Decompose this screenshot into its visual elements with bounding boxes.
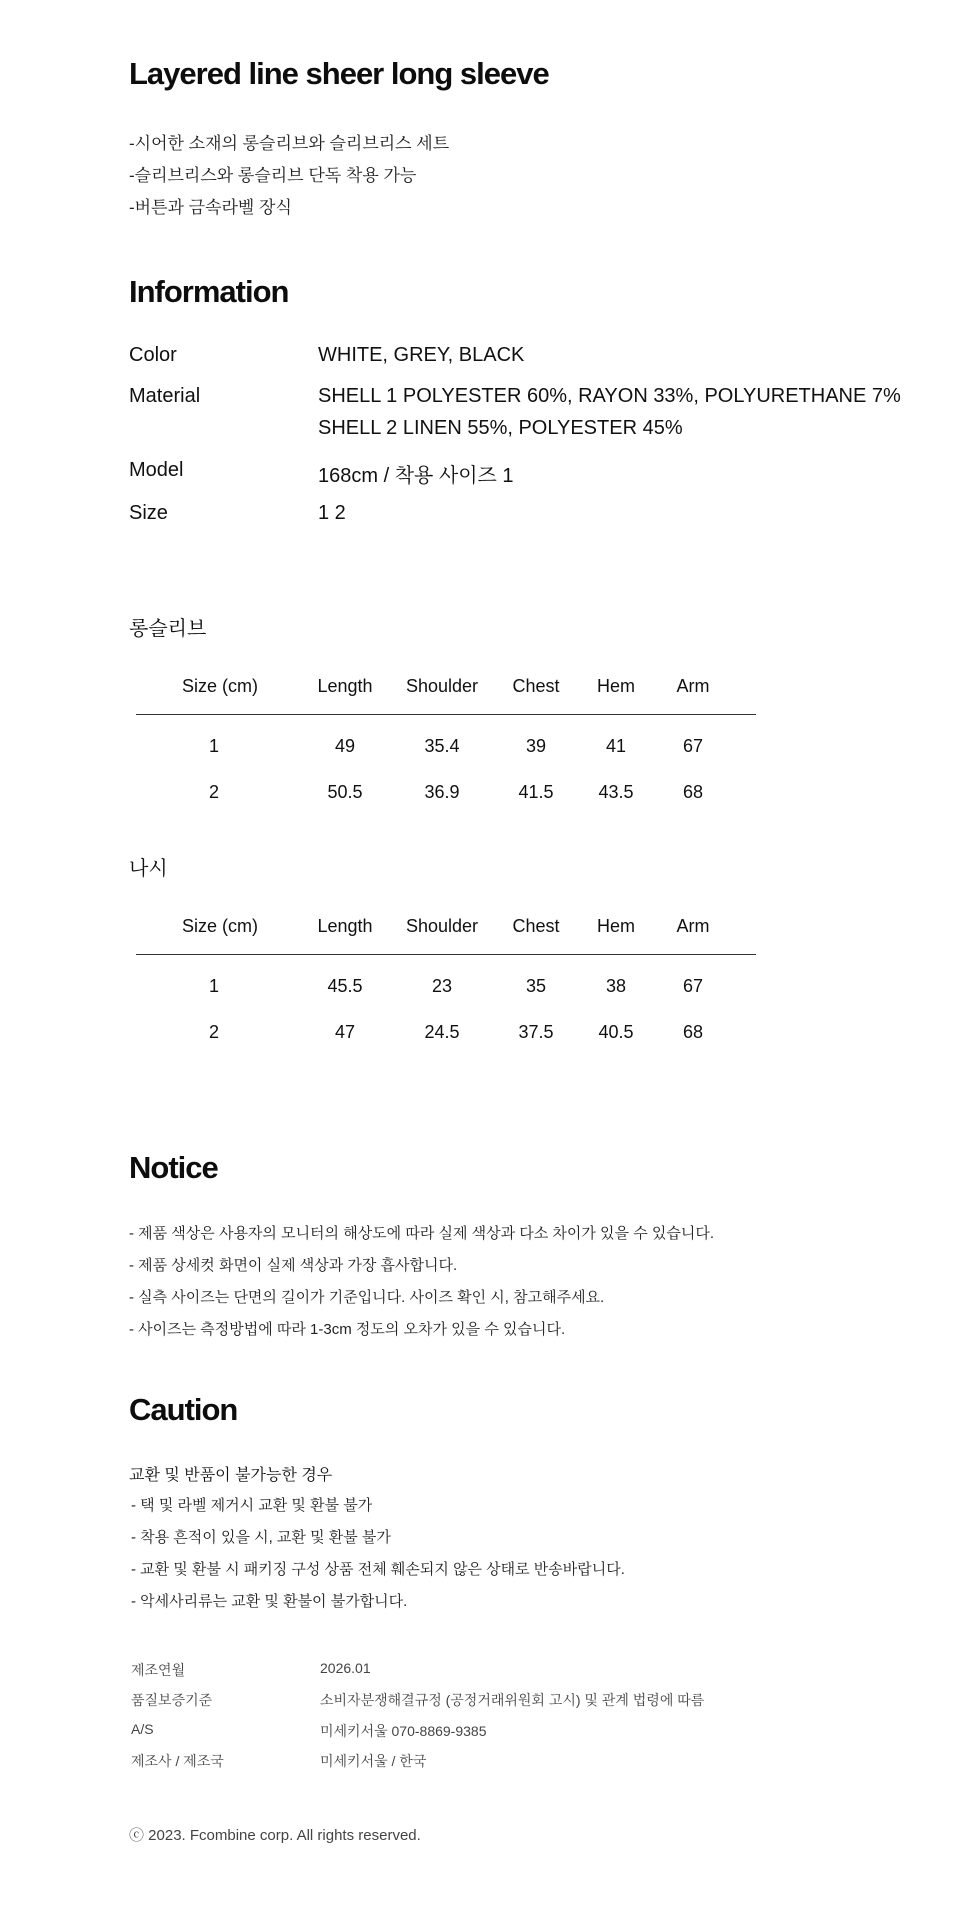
caution-heading: Caution (129, 1392, 238, 1427)
header-divider (136, 714, 756, 715)
meta-label-quality-standard: 품질보증기준 (131, 1692, 213, 1708)
column-header: Shoulder (405, 676, 479, 696)
info-value-material-shell1: SHELL 1 POLYESTER 60%, RAYON 33%, POLYURETHANE 7% (318, 385, 901, 407)
table-cell: 47 (334, 1022, 356, 1042)
info-label-material: Material (129, 385, 201, 407)
column-header: Length (317, 676, 373, 696)
column-header: Length (317, 916, 373, 936)
table-cell: 49 (334, 736, 356, 756)
table-cell: 1 (208, 736, 219, 756)
table-row (136, 782, 756, 828)
description-line: -시어한 소재의 롱슬리브와 슬리브리스 세트 (129, 134, 450, 153)
meta-value-manufacturer: 미세키서울 / 한국 (320, 1753, 427, 1769)
meta-value-quality-standard: 소비자분쟁해결규정 (공정거래위원회 고시) 및 관계 법령에 따름 (320, 1692, 705, 1708)
info-label-model: Model (129, 459, 184, 481)
size-table (136, 916, 756, 1068)
column-header: Chest (512, 676, 560, 696)
notice-line: - 사이즈는 측정방법에 따라 1-3cm 정도의 오차가 있을 수 있습니다. (129, 1321, 566, 1338)
product-title: Layered line sheer long sleeve (129, 56, 549, 91)
table-cell: 41.5 (518, 782, 554, 802)
table-cell: 2 (208, 782, 219, 802)
size-table-header (136, 916, 756, 962)
table-cell: 43.5 (598, 782, 634, 802)
description-line: -슬리브리스와 롱슬리브 단독 착용 가능 (129, 166, 417, 185)
column-header: Hem (596, 676, 635, 696)
column-header: Hem (596, 916, 635, 936)
info-label-size: Size (129, 502, 168, 524)
copyright: ⓒ 2023. Fcombine corp. All rights reserved. (129, 1827, 421, 1844)
size-table (136, 676, 756, 828)
column-header: Size (cm) (182, 916, 258, 936)
table-cell: 24.5 (424, 1022, 460, 1042)
column-header: Size (cm) (182, 676, 258, 696)
table-cell: 67 (682, 976, 704, 996)
info-value-size: 1 2 (318, 502, 346, 524)
table-cell: 45.5 (327, 976, 363, 996)
size-table-title: 나시 (129, 858, 168, 880)
caution-line: - 교환 및 환불 시 패키징 구성 상품 전체 훼손되지 않은 상태로 반송바랍니다. (131, 1561, 625, 1578)
table-row (136, 736, 756, 782)
notice-line: - 제품 상세컷 화면이 실제 색상과 가장 흡사합니다. (129, 1257, 458, 1274)
caution-line: - 택 및 라벨 제거시 교환 및 환불 불가 (131, 1497, 373, 1514)
caution-line: - 착용 흔적이 있을 시, 교환 및 환불 불가 (131, 1529, 391, 1546)
table-cell: 39 (525, 736, 547, 756)
column-header: Shoulder (405, 916, 479, 936)
size-table-header (136, 676, 756, 722)
meta-value-manufacture-date: 2026.01 (320, 1660, 371, 1676)
table-row (136, 976, 756, 1022)
info-label-color: Color (129, 344, 177, 366)
column-header: Arm (676, 676, 710, 696)
notice-heading: Notice (129, 1150, 218, 1185)
info-value-model: 168cm / 착용 사이즈 1 (318, 465, 514, 487)
caution-line: - 악세사리류는 교환 및 환불이 불가합니다. (131, 1593, 408, 1610)
information-heading: Information (129, 274, 289, 309)
meta-label-as: A/S (131, 1721, 154, 1737)
table-cell: 35 (525, 976, 547, 996)
notice-line: - 제품 색상은 사용자의 모니터의 해상도에 따라 실제 색상과 다소 차이가 있을 수 있습니다. (129, 1225, 714, 1242)
table-cell: 2 (208, 1022, 219, 1042)
caution-subheading: 교환 및 반품이 불가능한 경우 (129, 1467, 333, 1484)
size-table-title: 롱슬리브 (129, 618, 207, 640)
table-cell: 1 (208, 976, 219, 996)
table-cell: 23 (431, 976, 453, 996)
table-cell: 41 (605, 736, 627, 756)
info-value-material-shell2: SHELL 2 LINEN 55%, POLYESTER 45% (318, 417, 683, 439)
header-divider (136, 954, 756, 955)
column-header: Chest (512, 916, 560, 936)
table-cell: 40.5 (598, 1022, 634, 1042)
notice-line: - 실측 사이즈는 단면의 길이가 기준입니다. 사이즈 확인 시, 참고해주세요. (129, 1289, 605, 1306)
meta-label-manufacturer: 제조사 / 제조국 (131, 1753, 224, 1769)
table-cell: 36.9 (424, 782, 460, 802)
table-row (136, 1022, 756, 1068)
meta-value-as: 미세키서울 070-8869-9385 (320, 1723, 487, 1739)
table-cell: 50.5 (327, 782, 363, 802)
meta-label-manufacture-date: 제조연월 (131, 1662, 186, 1678)
column-header: Arm (676, 916, 710, 936)
description-line: -버튼과 금속라벨 장식 (129, 198, 292, 217)
table-cell: 35.4 (424, 736, 460, 756)
table-cell: 68 (682, 782, 704, 802)
table-cell: 68 (682, 1022, 704, 1042)
table-cell: 37.5 (518, 1022, 554, 1042)
table-cell: 38 (605, 976, 627, 996)
table-cell: 67 (682, 736, 704, 756)
info-value-color: WHITE, GREY, BLACK (318, 344, 525, 366)
